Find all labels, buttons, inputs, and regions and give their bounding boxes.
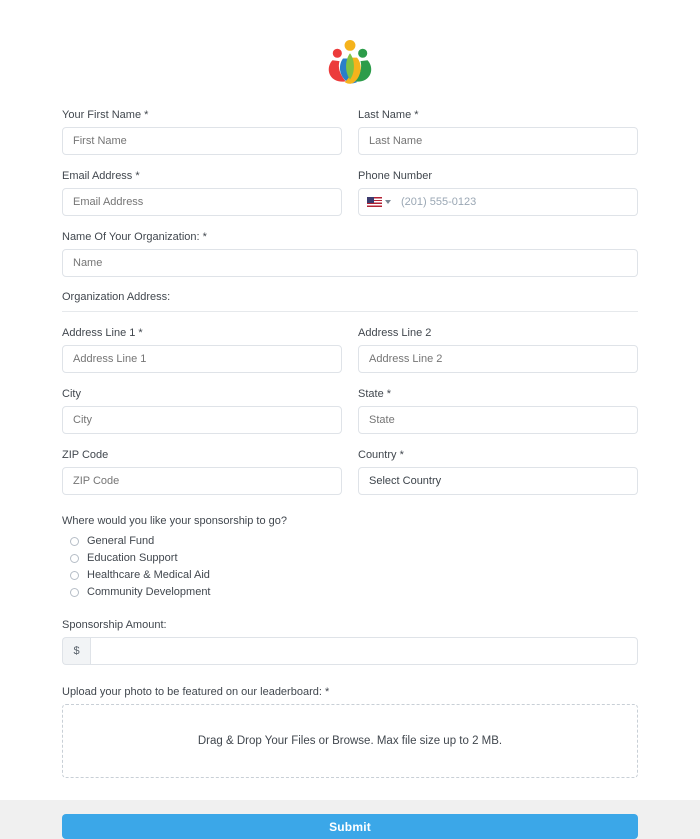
radio-option-community-development[interactable]	[62, 586, 638, 598]
radio-label-healthcare-medical-aid: Healthcare & Medical Aid	[87, 569, 210, 581]
sponsorship-amount-input[interactable]	[90, 637, 638, 665]
country-select[interactable]: Select Country	[358, 467, 638, 495]
country-label: Country *	[358, 449, 404, 461]
dropzone-text: Drag & Drop Your Files or Browse. Max file size up to 2 MB.	[197, 735, 503, 747]
radio-icon[interactable]	[70, 588, 79, 597]
zip-label: ZIP Code	[62, 449, 109, 461]
contact-row	[62, 169, 638, 230]
radio-icon[interactable]	[70, 537, 79, 546]
last-name-label: Last Name *	[358, 109, 419, 121]
photo-upload-label: Upload your photo to be featured on our leaderboard: *	[62, 686, 330, 698]
address-row	[62, 326, 638, 387]
zip-input[interactable]	[62, 467, 342, 495]
organization-address-section-label: Organization Address:	[62, 291, 638, 312]
us-flag-icon	[367, 197, 382, 207]
state-label: State *	[358, 388, 392, 400]
sponsorship-amount-label: Sponsorship Amount:	[62, 619, 167, 631]
address-line-2-field	[358, 326, 638, 373]
phone-number-placeholder[interactable]: (201) 555-0123	[401, 196, 477, 208]
address-line-1-input[interactable]	[62, 345, 342, 373]
community-people-logo-icon	[322, 34, 378, 90]
address-line-1-label: Address Line 1 *	[62, 327, 143, 339]
radio-option-education-support[interactable]	[62, 552, 638, 564]
radio-option-healthcare-medical-aid[interactable]	[62, 569, 638, 581]
submit-button[interactable]: Submit	[62, 814, 638, 839]
logo-area	[0, 0, 700, 108]
sponsorship-destination-group	[62, 515, 638, 598]
organization-input[interactable]	[62, 249, 638, 277]
radio-label-education-support: Education Support	[87, 552, 178, 564]
state-input[interactable]	[358, 406, 638, 434]
phone-input-wrapper[interactable]	[358, 188, 638, 216]
radio-label-community-development: Community Development	[87, 586, 211, 598]
city-state-row	[62, 387, 638, 448]
last-name-field	[358, 108, 638, 155]
state-field	[358, 387, 638, 434]
file-dropzone[interactable]	[62, 704, 638, 778]
city-label: City	[62, 388, 81, 400]
city-input[interactable]	[62, 406, 342, 434]
organization-field	[62, 230, 638, 277]
address-line-2-input[interactable]	[358, 345, 638, 373]
first-name-label: Your First Name *	[62, 109, 149, 121]
last-name-input[interactable]	[358, 127, 638, 155]
radio-option-general-fund[interactable]	[62, 535, 638, 547]
sponsorship-question-label: Where would you like your sponsorship to go?	[62, 515, 288, 527]
phone-label: Phone Number	[358, 170, 432, 182]
amount-input-wrapper	[62, 637, 638, 665]
chevron-down-icon	[385, 200, 391, 204]
address-line-1-field	[62, 326, 342, 373]
phone-field	[358, 169, 638, 216]
first-name-input[interactable]	[62, 127, 342, 155]
country-code-selector[interactable]	[359, 189, 397, 215]
radio-icon[interactable]	[70, 554, 79, 563]
email-label: Email Address *	[62, 170, 140, 182]
photo-upload-field	[62, 685, 638, 778]
zip-country-row	[62, 448, 638, 509]
name-row	[62, 108, 638, 169]
email-input[interactable]	[62, 188, 342, 216]
radio-label-general-fund: General Fund	[87, 535, 155, 547]
zip-field	[62, 448, 342, 495]
radio-icon[interactable]	[70, 571, 79, 580]
currency-prefix: $	[62, 637, 90, 665]
city-field	[62, 387, 342, 434]
address-line-2-label: Address Line 2	[358, 327, 432, 339]
sponsorship-amount-field	[62, 618, 638, 665]
country-field	[358, 448, 638, 495]
first-name-field	[62, 108, 342, 155]
email-field	[62, 169, 342, 216]
form-body	[0, 108, 700, 839]
organization-label: Name Of Your Organization: *	[62, 231, 207, 243]
